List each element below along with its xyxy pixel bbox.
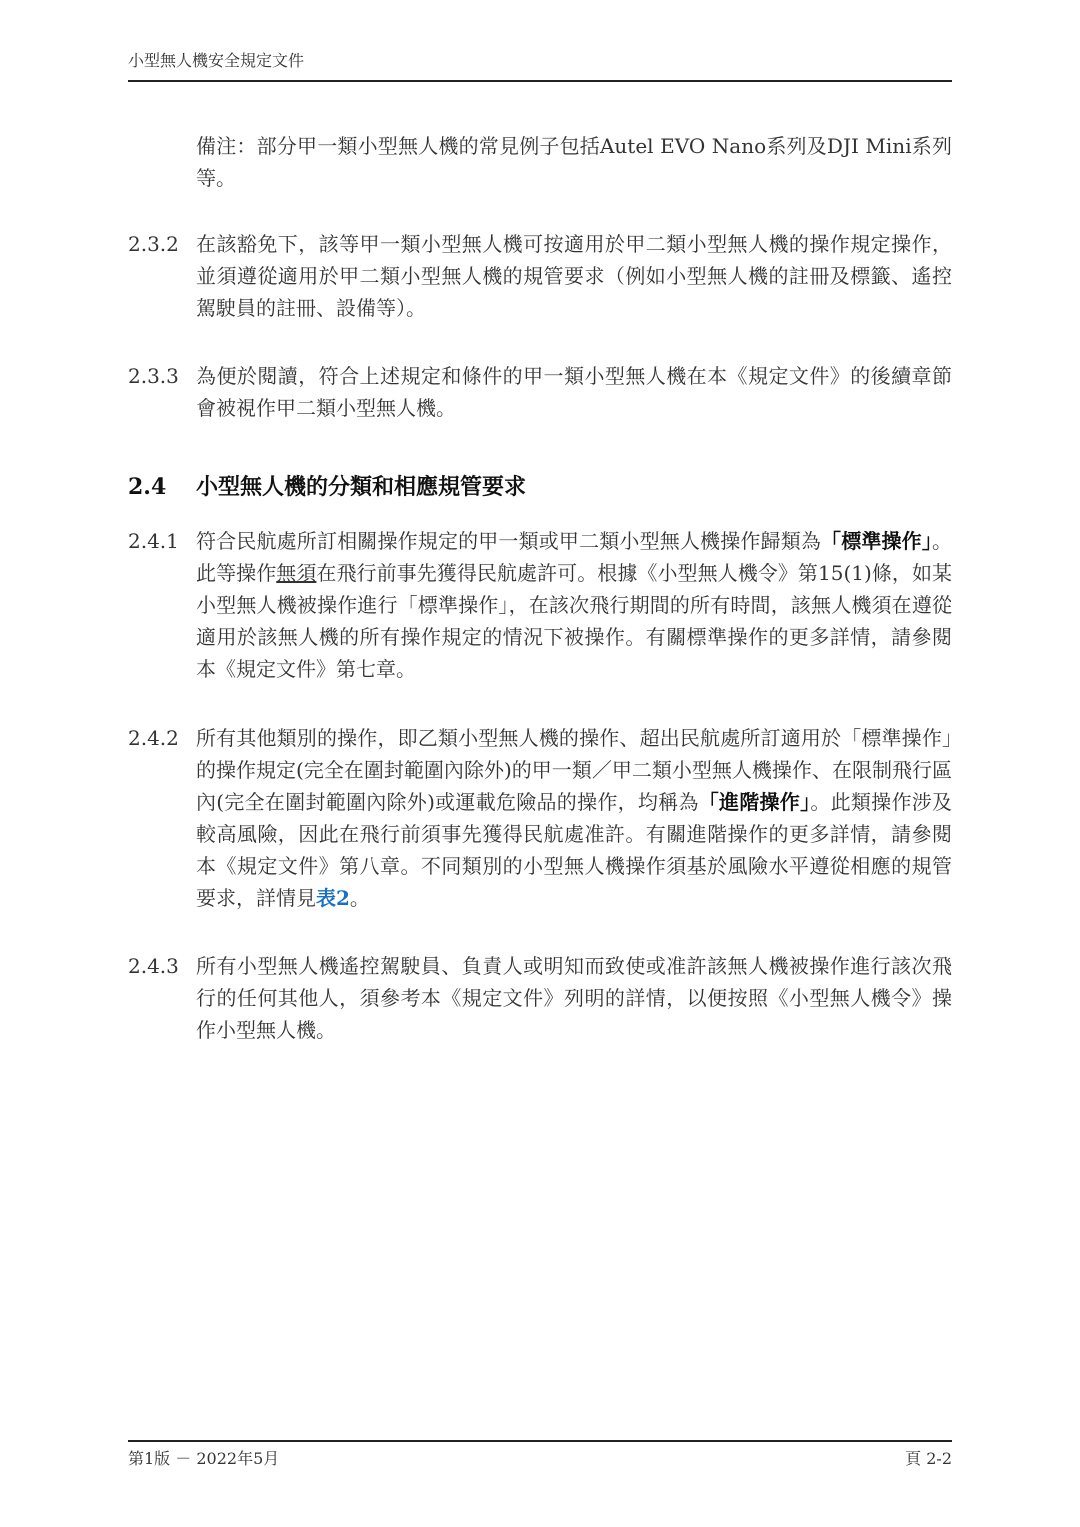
document-header-title: 小型無人機安全規定文件: [128, 51, 305, 70]
text-segment: 。: [349, 886, 370, 910]
section-heading-2-4: [128, 470, 526, 501]
emphasis-not-required: 無須: [276, 561, 317, 585]
paragraph-text: 所有小型無人機遙控駕駛員、負責人或明知而致使或准許該無人機被操作進行該次飛行的任何其他人，須參考本《規定文件》列明的詳情，以便按照《小型無人機令》操作小型無人機。: [196, 954, 952, 1042]
footer-edition: 第1版 － 2022年5月: [128, 1449, 280, 1468]
term-advanced-operation: 「進階操作」: [698, 790, 811, 814]
paragraph-2-4-2: [128, 722, 952, 914]
text-segment: 在飛行前事先獲得民航處許可。根據《小型無人機令》第15(1)條，如某小型無人機被操作進行「標準操作」，在該次飛行期間的所有時間，該無人機須在遵從適用於該無人機的所有操作規定的情況下被操作。有關標準操作的更多詳情，請參閱本《規定文件》第七章。: [196, 561, 953, 681]
paragraph-text: [196, 525, 952, 685]
text-segment: 符合民航處所訂相關操作規定的甲一類或甲二類小型無人機操作歸類為: [196, 529, 822, 553]
paragraph-text: 為便於閱讀，符合上述規定和條件的甲一類小型無人機在本《規定文件》的後續章節會被視作甲二類小型無人機。: [196, 364, 952, 420]
paragraph-number: 2.4.3: [128, 954, 179, 978]
footer-divider: [128, 1440, 952, 1442]
header-divider: [128, 80, 952, 82]
paragraph-number: 2.3.3: [128, 364, 179, 388]
note-text: 備注：部分甲一類小型無人機的常見例子包括Autel EVO Nano系列及DJI Mini系列等。: [196, 134, 952, 190]
section-number: 2.4: [128, 474, 167, 500]
paragraph-text: 在該豁免下，該等甲一類小型無人機可按適用於甲二類小型無人機的操作規定操作，並須遵從適用於甲二類小型無人機的規管要求（例如小型無人機的註冊及標籤、遙控駕駛員的註冊、設備等）。: [196, 232, 952, 320]
paragraph-number: 2.4.2: [128, 726, 179, 750]
term-standard-operation: 「標準操作」: [821, 529, 933, 553]
text-segment: 所有其他類別的操作，即乙類小型無人機的操作、超出民航處所訂適用於「標準操作」的操作規定(完全在圍封範圍內除外)的甲一類／甲二類小型無人機操作、在限制飛行區內(完全在圍封範圍內除外)或運載危險品的操作，均稱為: [196, 726, 952, 814]
paragraph-text: [196, 722, 952, 914]
paragraph-2-4-3: [128, 950, 952, 1046]
table-2-link[interactable]: 表2: [316, 886, 350, 910]
note-paragraph: [128, 130, 952, 194]
paragraph-2-3-3: [128, 360, 952, 424]
section-title: 小型無人機的分類和相應規管要求: [196, 474, 527, 500]
paragraph-2-4-1: [128, 525, 952, 685]
text-segment: 。此等操作: [196, 529, 953, 585]
paragraph-2-3-2: [128, 228, 952, 324]
footer-page-number: 頁 2-2: [905, 1449, 952, 1468]
paragraph-number: 2.4.1: [128, 529, 179, 553]
paragraph-number: 2.3.2: [128, 232, 179, 256]
text-segment: 。此類操作涉及較高風險，因此在飛行前須事先獲得民航處准許。有關進階操作的更多詳情，請參閱本《規定文件》第八章。不同類別的小型無人機操作須基於風險水平遵從相應的規管要求，詳情見: [196, 790, 952, 910]
